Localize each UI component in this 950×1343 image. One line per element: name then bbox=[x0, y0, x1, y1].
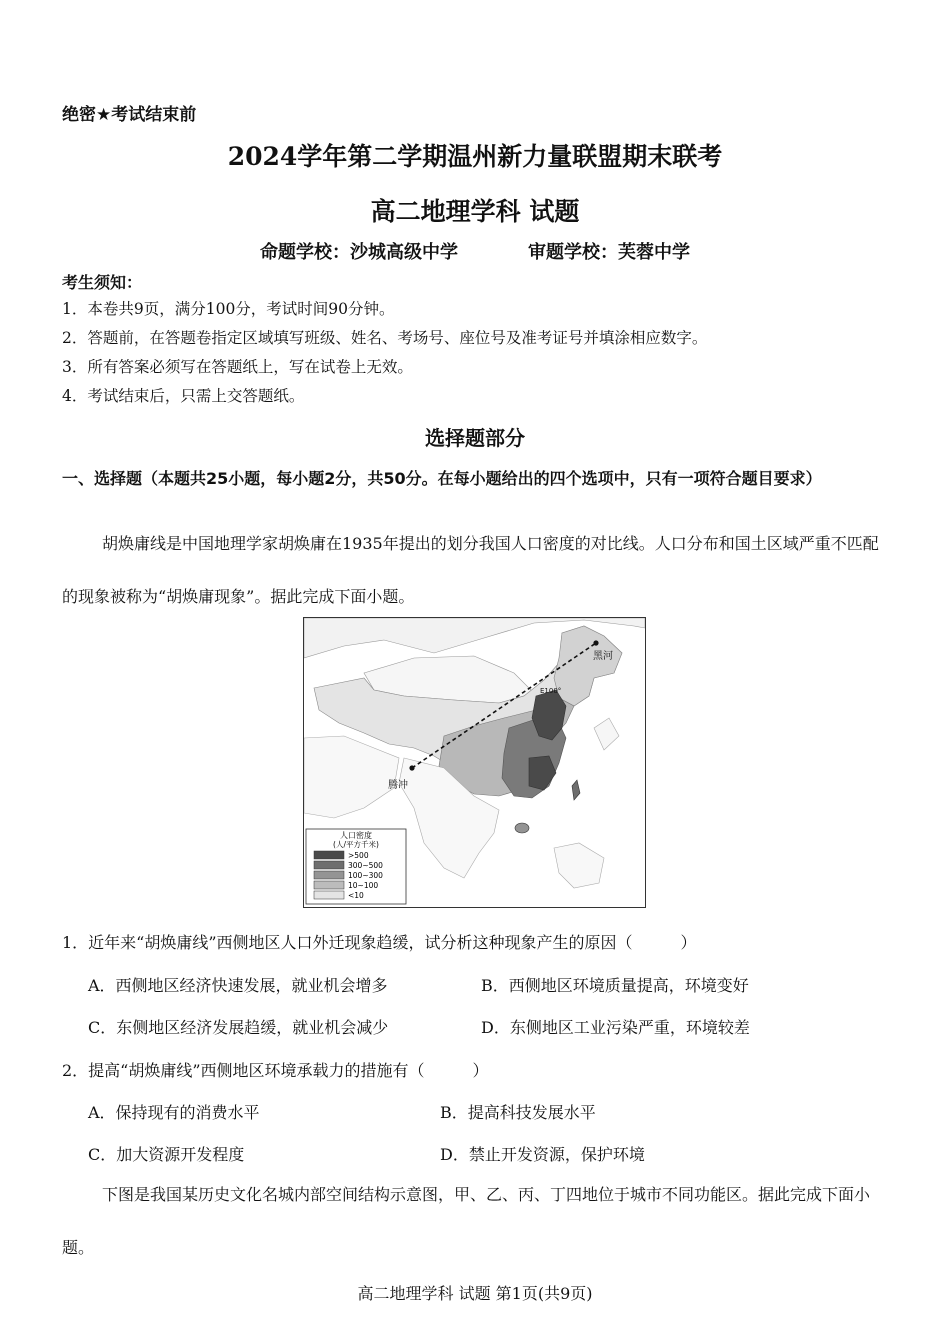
legend-label-1: >500 bbox=[348, 851, 369, 860]
notice-heading: 考生须知： bbox=[62, 273, 143, 292]
question-2-option-b: B．提高科技发展水平 bbox=[440, 1103, 596, 1122]
map-svg bbox=[304, 618, 645, 907]
notice-item: 1．本卷共9页，满分100分，考试时间90分钟。 bbox=[62, 300, 395, 318]
legend-unit: (人/平方千米) bbox=[333, 840, 379, 849]
confidential-mark: 绝密★考试结束前 bbox=[62, 105, 197, 125]
hainan-region bbox=[515, 823, 529, 833]
question-2-option-c: C．加大资源开发程度 bbox=[88, 1145, 245, 1164]
question-1-option-a: A．西侧地区经济快速发展，就业机会增多 bbox=[88, 976, 388, 995]
exam-title: 2024学年第二学期温州新力量联盟期末联考 bbox=[227, 142, 723, 171]
question-1-option-c: C．东侧地区经济发展趋缓，就业机会减少 bbox=[88, 1018, 389, 1037]
question-2-option-a: A．保持现有的消费水平 bbox=[88, 1103, 260, 1122]
legend-swatch-1 bbox=[314, 851, 344, 859]
legend-label-3: 100~300 bbox=[348, 871, 383, 880]
passage-city-structure bbox=[62, 1168, 892, 1274]
legend-label-5: <10 bbox=[348, 891, 364, 900]
question-1-option-b: B．西侧地区环境质量提高，环境变好 bbox=[481, 976, 749, 995]
notice-item: 4．考试结束后，只需上交答题纸。 bbox=[62, 387, 305, 405]
passage-hu-line bbox=[62, 517, 892, 623]
legend-label-4: 10~100 bbox=[348, 881, 379, 890]
passage-text: 下图是我国某历史文化名城内部空间结构示意图，甲、乙、丙、丁四地位于城市不同功能区。据此完成下面小题。 bbox=[62, 1185, 871, 1257]
heihe-dot bbox=[593, 640, 598, 645]
tengchong-dot bbox=[409, 765, 414, 770]
legend-label-2: 300~500 bbox=[348, 861, 383, 870]
question-1-stem: 1．近年来“胡焕庸线”西侧地区人口外迁现象趋缓，试分析这种现象产生的原因（ ） bbox=[62, 933, 697, 952]
population-density-map bbox=[303, 617, 646, 908]
section-title: 选择题部分 bbox=[425, 426, 525, 450]
school-info bbox=[0, 238, 950, 264]
longitude-label: E100° bbox=[540, 687, 562, 695]
question-2-stem: 2．提高“胡焕庸线”西侧地区环境承载力的措施有（ ） bbox=[62, 1061, 489, 1080]
passage-text: 胡焕庸线是中国地理学家胡焕庸在1935年提出的划分我国人口密度的对比线。人口分布和国土区域严重不匹配的现象被称为“胡焕庸现象”。据此完成下面小题。 bbox=[62, 534, 879, 606]
tengchong-label: 腾冲 bbox=[388, 780, 408, 791]
question-1-option-d: D．东侧地区工业污染严重，环境较差 bbox=[481, 1018, 750, 1037]
setter-school: 命题学校：沙城高级中学 bbox=[260, 242, 458, 263]
section-instruction: 一、选择题（本题共25小题，每小题2分，共50分。在每小题给出的四个选项中，只有一项符合题目要求） bbox=[62, 469, 822, 488]
legend-swatch-4 bbox=[314, 881, 344, 889]
page-footer: 高二地理学科 试题 第1页(共9页) bbox=[357, 1284, 593, 1303]
subject-title: 高二地理学科 试题 bbox=[370, 197, 580, 226]
notice-item: 3．所有答案必须写在答题纸上，写在试卷上无效。 bbox=[62, 358, 413, 376]
legend-swatch-5 bbox=[314, 891, 344, 899]
legend-swatch-3 bbox=[314, 871, 344, 879]
legend-swatch-2 bbox=[314, 861, 344, 869]
question-2-option-d: D．禁止开发资源，保护环境 bbox=[440, 1145, 645, 1164]
notice-item: 2．答题前，在答题卷指定区域填写班级、姓名、考场号、座位号及准考证号并填涂相应数字。 bbox=[62, 329, 708, 347]
heihe-label: 黑河 bbox=[593, 651, 613, 662]
legend-title: 人口密度 bbox=[340, 831, 372, 840]
reviewer-school: 审题学校：芙蓉中学 bbox=[528, 242, 690, 263]
map-legend bbox=[306, 829, 406, 904]
